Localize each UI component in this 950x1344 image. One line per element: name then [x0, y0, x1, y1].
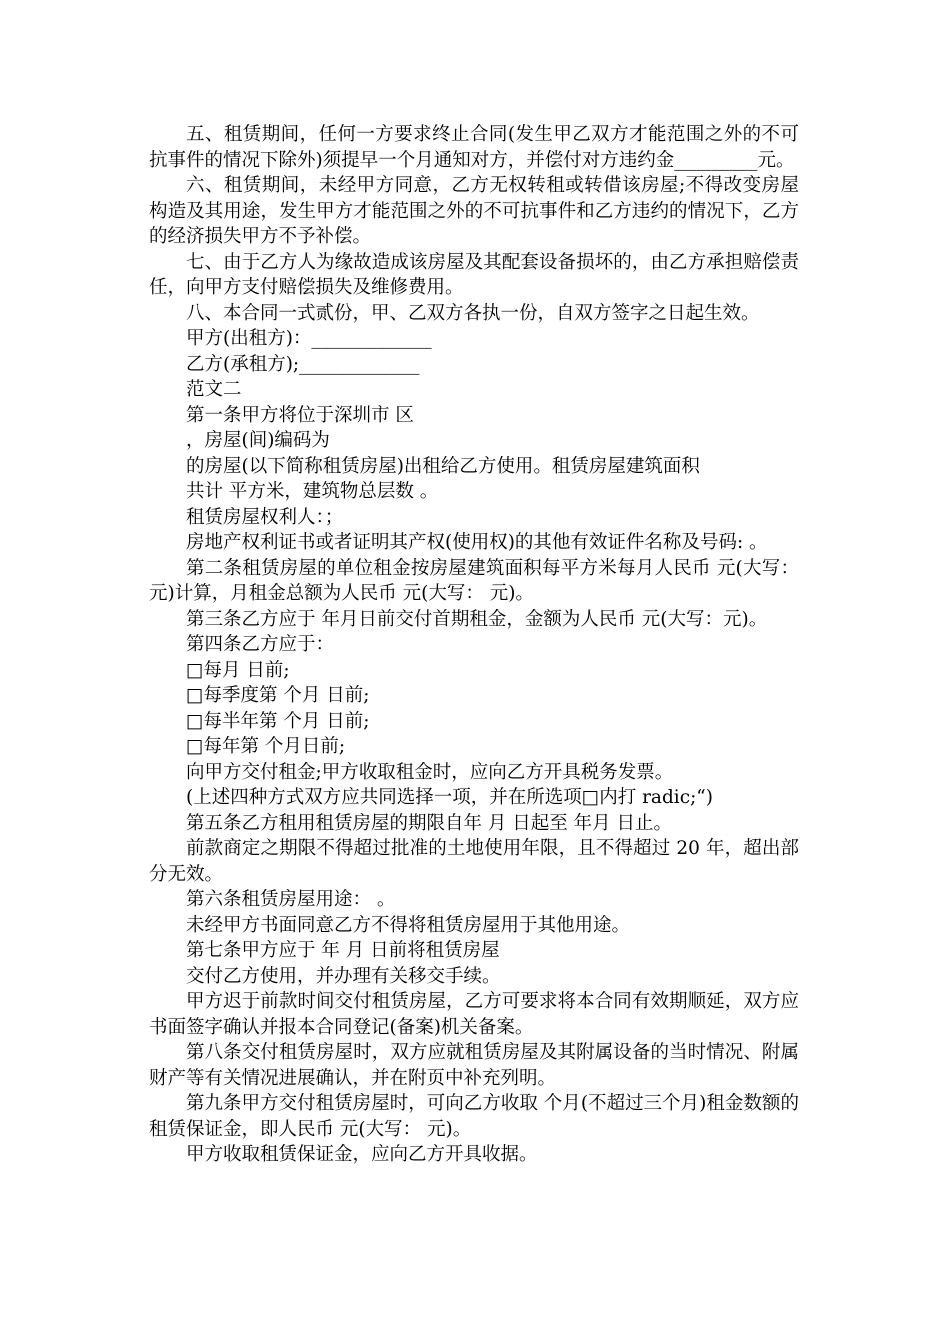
- article-3-first-payment: 第三条乙方应于 年月日前交付首期租金，金额为人民币 元(大写：元)。: [186, 608, 768, 630]
- article-4-invoice: 向甲方交付租金;甲方收取租金时，应向乙方开具税务发票。: [186, 761, 674, 783]
- option-quarterly: □每季度第 个月 日前;: [186, 685, 370, 706]
- option-annual: □每年第 个月日前;: [186, 736, 346, 757]
- article-7-delay: 甲方迟于前款时间交付租赁房屋，乙方可要求将本合同有效期顺延，双方应书面签字确认并报本合同登记(备案)机关备案。: [149, 991, 799, 1038]
- article-1-area: 共计 平方米，建筑物总层数 。: [186, 481, 439, 502]
- article-8-inspection: 第八条交付租赁房屋时，双方应就租赁房屋及其附属设备的当时情况、附属财产等有关情况进展确认，并在附页中补充列明。: [149, 1042, 799, 1089]
- clause-5-termination: 五、租赁期间，任何一方要求终止合同(发生甲乙双方才能范围之外的不可抗事件的情况下除外)须提早一个月通知对方，并偿付对方违约金_________元。: [149, 124, 799, 171]
- article-2-rent: 第二条租赁房屋的单位租金按房屋建筑面积每平方米每月人民币 元(大写：元)计算，月租金总额为人民币 元(大写： 元)。: [149, 557, 799, 604]
- article-7-delivery: 第七条甲方应于 年 月 日前将租赁房屋: [186, 940, 500, 961]
- article-9-deposit: 第九条甲方交付租赁房屋时，可向乙方收取 个月(不超过三个月)租金数额的租赁保证金，即人民币 元(大写： 元)。: [149, 1093, 799, 1140]
- article-1-owner: 租赁房屋权利人：；: [186, 506, 344, 528]
- document-page: [149, 122, 799, 1168]
- clause-6-sublease: 六、租赁期间，未经甲方同意，乙方无权转租或转借该房屋;不得改变房屋构造及其用途，发生甲方才能范围之外的不可抗事件和乙方违约的情况下，乙方的经济损失甲方不予补偿。: [149, 175, 799, 247]
- article-9-receipt: 甲方收取租赁保证金，应向乙方开具收据。: [186, 1144, 538, 1165]
- clause-7-damage: 七、由于乙方人为缘故造成该房屋及其配套设备损坏的，由乙方承担赔偿责任，向甲方支付赔偿损失及维修费用。: [149, 251, 799, 298]
- option-semiannual: □每半年第 个月 日前;: [186, 710, 370, 732]
- article-6-restriction: 未经甲方书面同意乙方不得将租赁房屋用于其他用途。: [186, 914, 631, 936]
- article-5-term: 第五条乙方租用租赁房屋的期限自年 月 日起至 年月 日止。: [186, 812, 673, 834]
- article-5-limit: 前款商定之期限不得超过批准的土地使用年限，且不得超过 20 年，超出部分无效。: [149, 838, 799, 885]
- signature-party-a: 甲方(出租方)：_____________: [186, 328, 432, 349]
- article-1-certificate: 房地产权利证书或者证明其产权(使用权)的其他有效证件名称及号码: 。: [186, 532, 768, 553]
- article-7-handover: 交付乙方使用，并办理有关移交手续。: [186, 965, 501, 987]
- article-4-option-note: (上述四种方式双方应共同选择一项，并在所选项□内打 radic;“): [186, 787, 713, 808]
- clause-8-copies: 八、本合同一式贰份，甲、乙双方各执一份，自双方签字之日起生效。: [186, 302, 760, 324]
- option-monthly: □每月 日前;: [186, 659, 290, 681]
- section-heading-sample-two: 范文二: [186, 379, 242, 400]
- signature-party-b: 乙方(承租方);_____________: [186, 353, 420, 375]
- article-1-house-code: ，房屋(间)编码为: [186, 430, 330, 451]
- article-1-lease-desc: 的房屋(以下简称租赁房屋)出租给乙方使用。租赁房屋建筑面积: [186, 455, 700, 477]
- article-1-location: 第一条甲方将位于深圳市 区: [186, 404, 414, 426]
- article-4-payment-schedule: 第四条乙方应于：: [186, 634, 335, 655]
- article-6-use: 第六条租赁房屋用途： 。: [186, 889, 396, 910]
